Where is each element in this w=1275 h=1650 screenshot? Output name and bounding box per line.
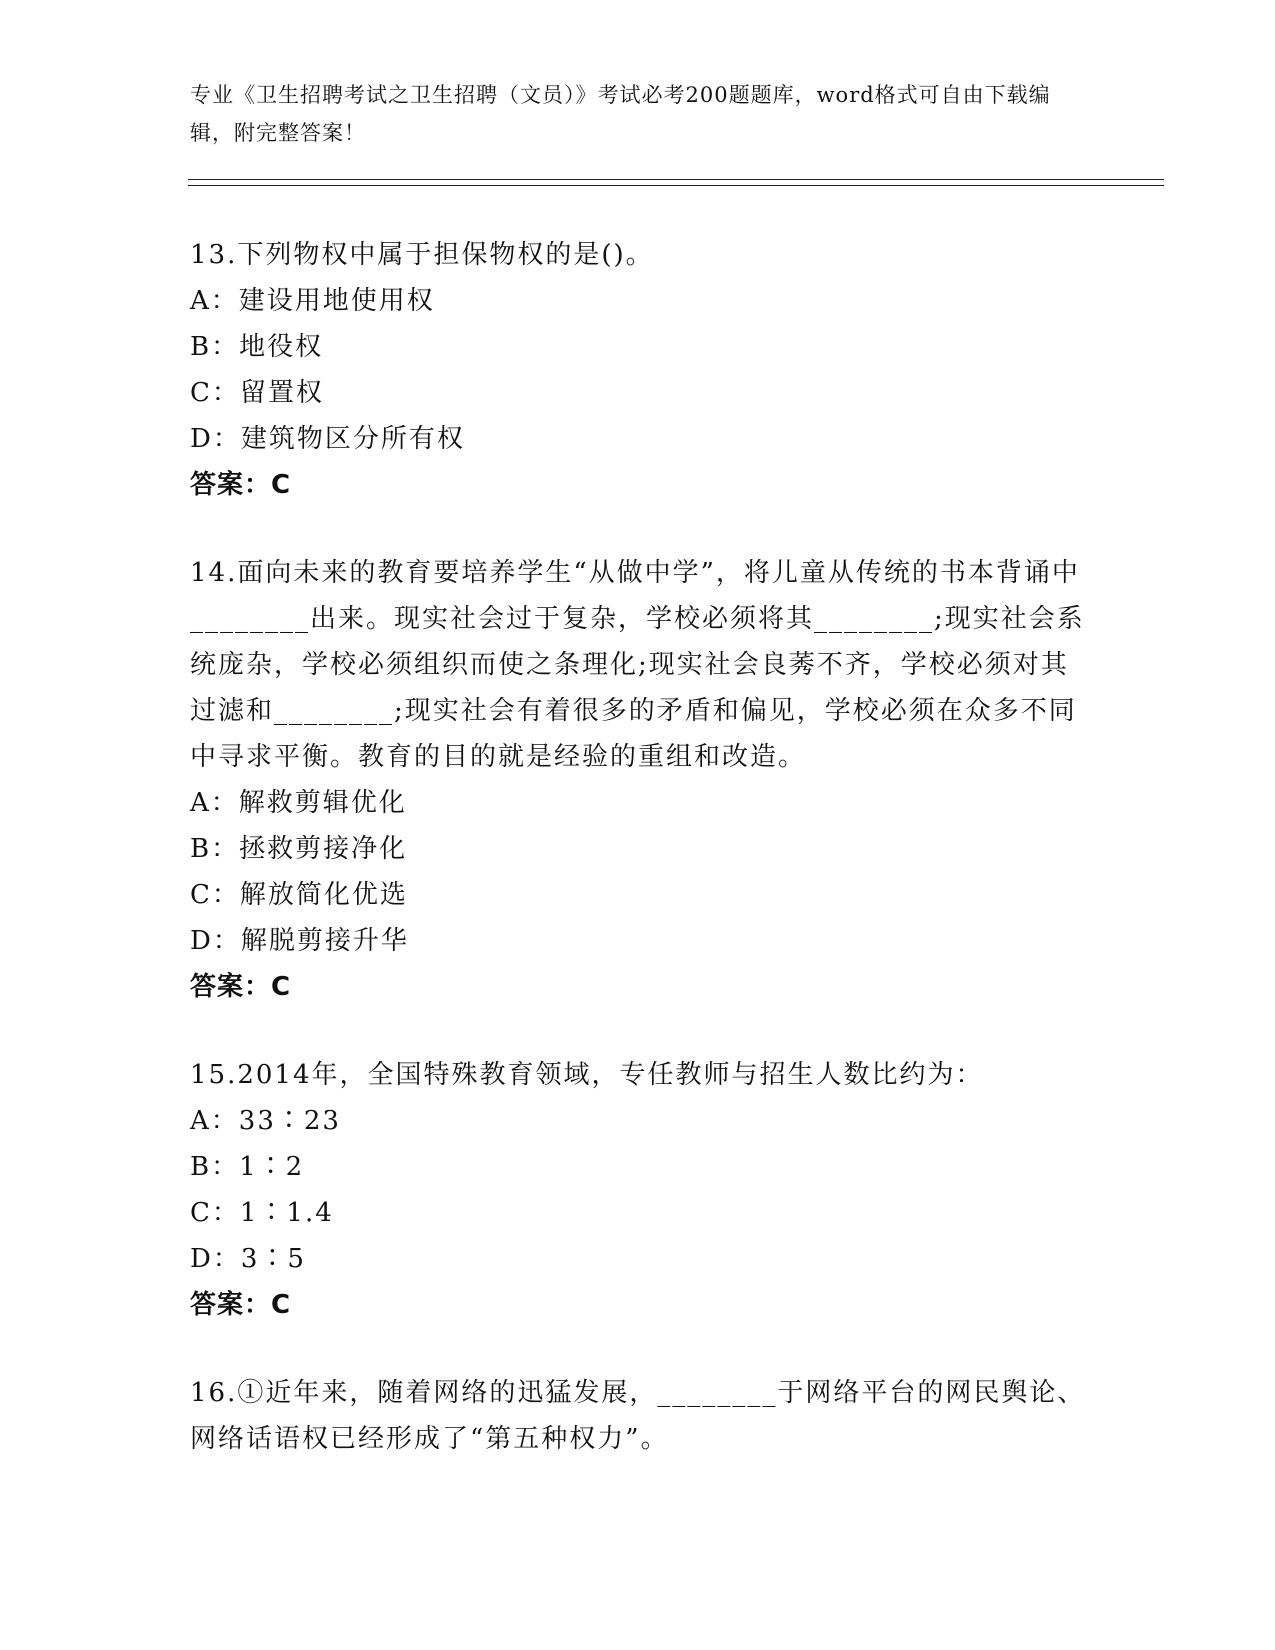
option-a: A：33∶23 <box>190 1106 341 1136</box>
option-d: D：3∶5 <box>190 1244 306 1274</box>
question-list <box>190 232 1090 1504</box>
option-a: A：解救剪辑优化 <box>190 788 407 818</box>
answer-line: 答案：C <box>190 972 292 1002</box>
answer-line: 答案：C <box>190 1290 292 1320</box>
question-13 <box>190 232 1090 508</box>
question-stem: 14.面向未来的教育要培养学生“从做中学”，将儿童从传统的书本背诵中________出来。现实社会过于复杂，学校必须将其________;现实社会系统庞杂，学校必须组织而使之条理化;现实社会良莠不齐，学校必须对其过滤和________;现实社会有着很多的矛盾和偏见，学校必须在众多不同中寻求平衡。教育的目的就是经验的重组和改造。 <box>190 558 1085 772</box>
question-14 <box>190 550 1090 1010</box>
question-stem: 15.2014年，全国特殊教育领域，专任教师与招生人数比约为： <box>190 1060 984 1090</box>
option-d: D：解脱剪接升华 <box>190 926 409 956</box>
document-header: 专业《卫生招聘考试之卫生招聘（文员）》考试必考200题题库，word格式可自由下载编辑，附完整答案！ <box>190 83 1051 145</box>
question-stem: 16.①近年来，随着网络的迅猛发展，________于网络平台的网民舆论、网络话语权已经形成了“第五种权力”。 <box>190 1378 1086 1454</box>
option-c: C：留置权 <box>190 378 324 408</box>
question-stem: 13.下列物权中属于担保物权的是()。 <box>190 240 654 270</box>
option-c: C：1∶1.4 <box>190 1198 334 1228</box>
option-a: A：建设用地使用权 <box>190 286 435 316</box>
option-b: B：拯救剪接净化 <box>190 834 408 864</box>
answer-line: 答案：C <box>190 470 292 500</box>
option-d: D：建筑物区分所有权 <box>190 424 465 454</box>
question-15 <box>190 1052 1090 1328</box>
header-divider-bottom <box>188 185 1164 186</box>
option-b: B：地役权 <box>190 332 324 362</box>
option-b: B：1∶2 <box>190 1152 305 1182</box>
header-divider-top <box>188 179 1164 180</box>
option-c: C：解放简化优选 <box>190 880 408 910</box>
question-16 <box>190 1370 1090 1462</box>
